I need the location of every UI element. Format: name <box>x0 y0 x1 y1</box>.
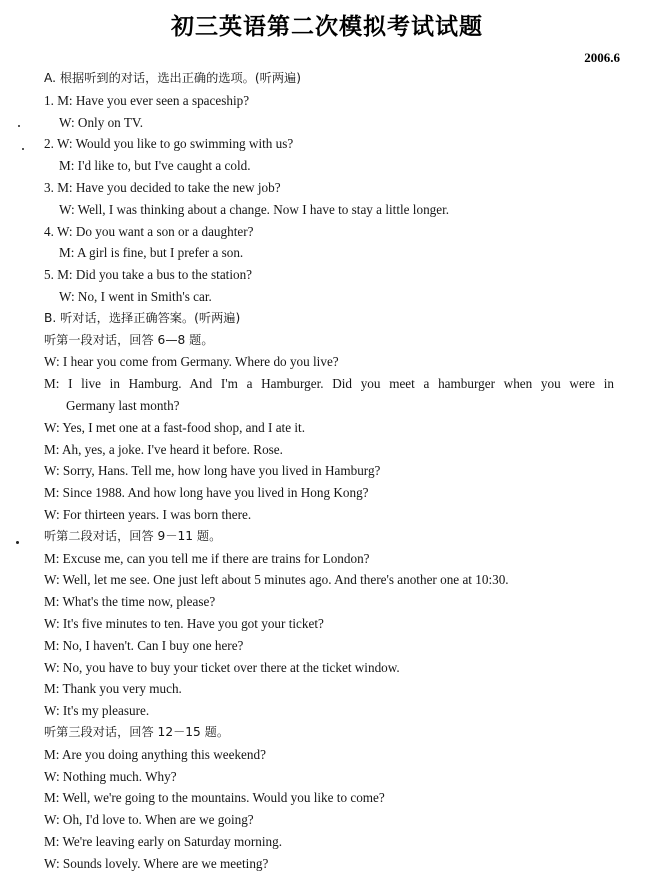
dialogue-line: 1. M: Have you ever seen a spaceship? <box>44 92 250 108</box>
dialogue-line: M: Since 1988. And how long have you lived in Hong Kong? <box>44 485 369 501</box>
scan-speck <box>16 541 19 544</box>
dialogue-line: Germany last month? <box>66 397 180 413</box>
section-heading: A. 根据听到的对话，选出正确的选项。(听两遍) <box>44 71 301 85</box>
dialogue-line: M: A girl is fine, but I prefer a son. <box>59 245 244 261</box>
section-heading: 听第二段对话，回答 9－11 题。 <box>44 528 222 543</box>
dialogue-line: M: No, I haven't. Can I buy one here? <box>44 637 244 653</box>
dialogue-line: W: It's my pleasure. <box>44 703 150 719</box>
dialogue-line: W: Nothing much. Why? <box>44 768 177 784</box>
dialogue-line: W: Sounds lovely. Where are we meeting? <box>44 855 269 871</box>
dialogue-line: W: No, I went in Smith's car. <box>59 288 212 304</box>
dialogue-line: M: Thank you very much. <box>44 681 182 697</box>
dialogue-line: 5. M: Did you take a bus to the station? <box>44 267 253 283</box>
dialogue-line: M: I live in Hamburg. And I'm a Hamburger. Did you meet a hamburger when you were in <box>44 376 614 392</box>
section-heading: B. 听对话，选择正确答案。(听两遍) <box>44 310 241 325</box>
dialogue-line: M: What's the time now, please? <box>44 594 216 610</box>
dialogue-line: W: Oh, I'd love to. When are we going? <box>44 812 254 828</box>
dialogue-line: 4. W: Do you want a son or a daughter? <box>44 223 254 239</box>
transcript-body <box>0 68 654 874</box>
scan-speck <box>22 148 24 150</box>
dialogue-line: W: Yes, I met one at a fast-food shop, and I ate it. <box>44 419 305 435</box>
exam-date: 2006.6 <box>584 50 620 65</box>
dialogue-line: M: Well, we're going to the mountains. Would you like to come? <box>44 790 385 806</box>
dialogue-line: W: It's five minutes to ten. Have you got your ticket? <box>44 615 324 631</box>
dialogue-line: W: No, you have to buy your ticket over there at the ticket window. <box>44 659 400 675</box>
dialogue-line: M: I'd like to, but I've caught a cold. <box>59 158 251 174</box>
dialogue-line: W: For thirteen years. I was born there. <box>44 506 252 522</box>
section-heading: 听第一段对话，回答 6—8 题。 <box>44 332 214 347</box>
dialogue-line: M: We're leaving early on Saturday morning. <box>44 833 283 849</box>
dialogue-line: W: Well, let me see. One just left about 5 minutes ago. And there's another one at 10:30. <box>44 572 509 588</box>
dialogue-line: W: I hear you come from Germany. Where do you live? <box>44 354 339 370</box>
section-heading: 听第三段对话，回答 12－15 题。 <box>44 724 230 739</box>
scan-speck <box>18 125 20 127</box>
page-title: 初三英语第二次模拟考试试题 <box>171 14 483 40</box>
dialogue-line: W: Sorry, Hans. Tell me, how long have you lived in Hamburg? <box>44 463 381 479</box>
dialogue-line: 3. M: Have you decided to take the new job? <box>44 179 281 195</box>
dialogue-line: M: Are you doing anything this weekend? <box>44 746 266 762</box>
dialogue-line: M: Ah, yes, a joke. I've heard it before. Rose. <box>44 441 283 457</box>
dialogue-line: M: Excuse me, can you tell me if there are trains for London? <box>44 550 370 566</box>
dialogue-line: W: Only on TV. <box>59 114 144 130</box>
dialogue-line: W: Well, I was thinking about a change. Now I have to stay a little longer. <box>59 201 450 217</box>
dialogue-line: 2. W: Would you like to go swimming with us? <box>44 136 294 152</box>
